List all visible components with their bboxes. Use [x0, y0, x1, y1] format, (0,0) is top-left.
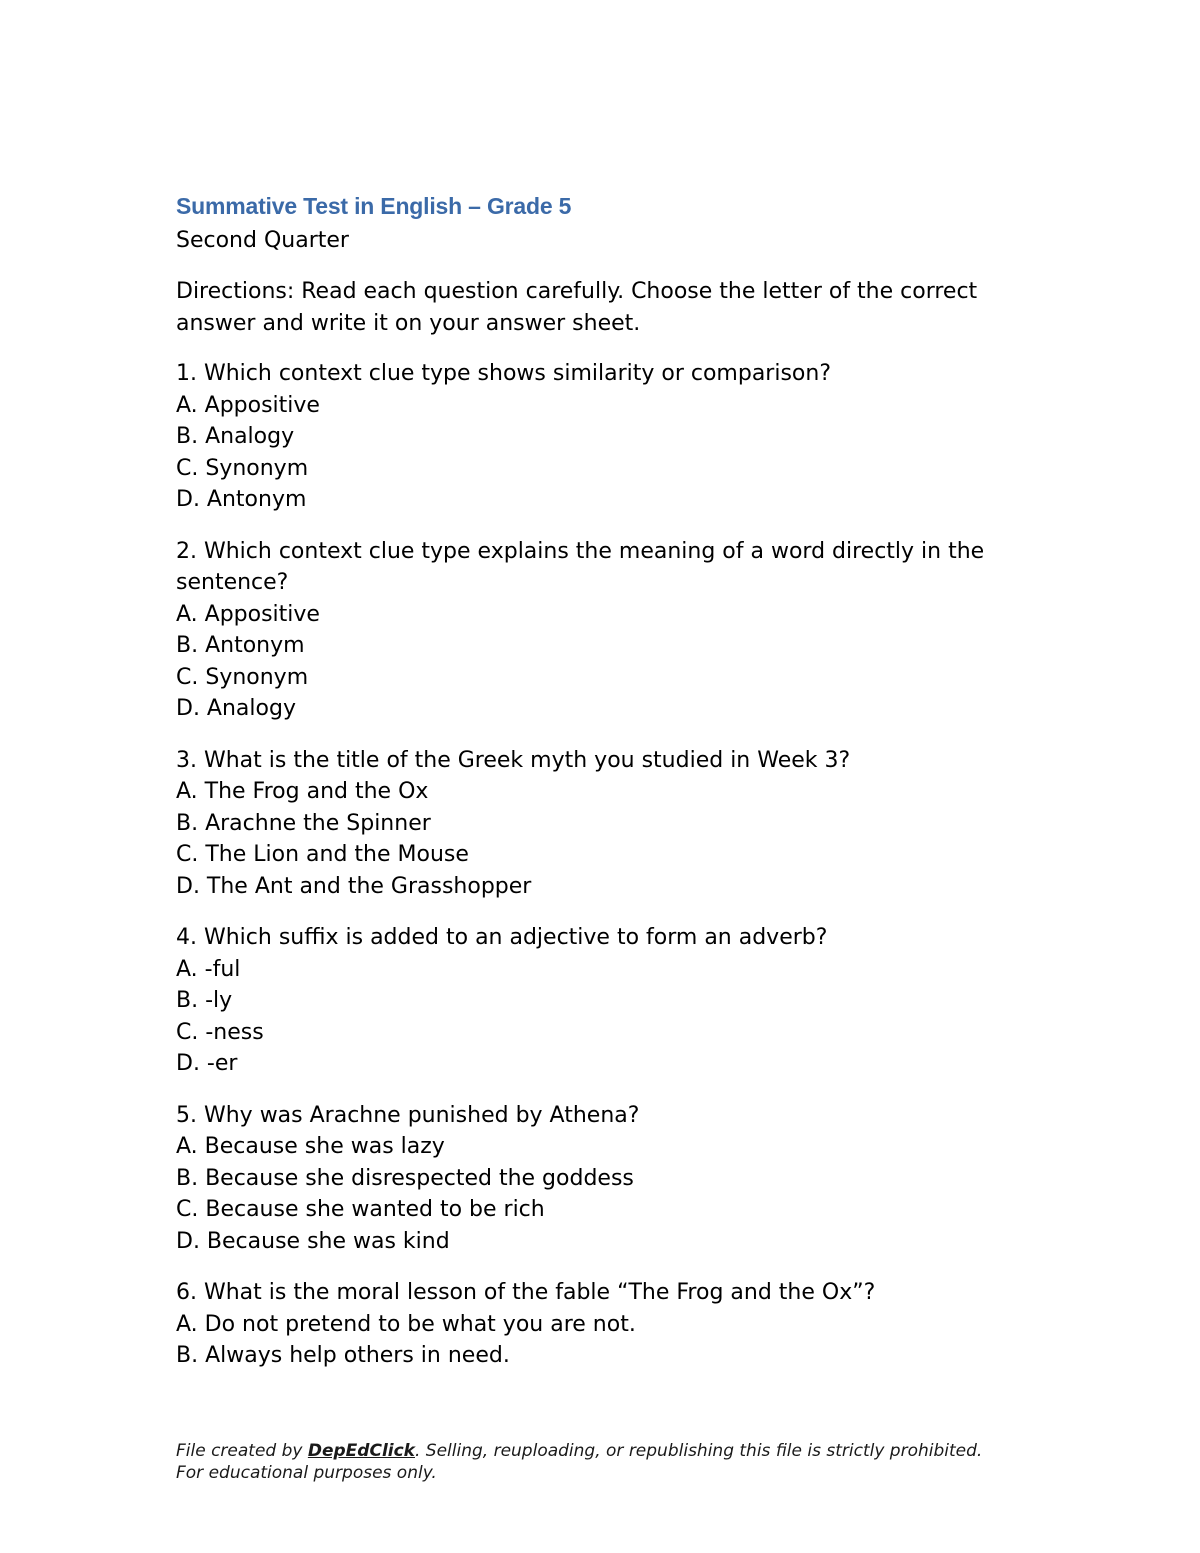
option-c: C. Synonym: [176, 664, 309, 690]
page-title: Summative Test in English – Grade 5: [176, 193, 572, 219]
footer-line-1: [176, 1440, 1076, 1462]
question-text: 4. Which suffix is added to an adjective to form an adverb?: [176, 925, 828, 950]
question-text: 3. What is the title of the Greek myth you studied in Week 3?: [176, 747, 851, 773]
question-item: [176, 536, 1046, 725]
question-item: [176, 745, 1046, 903]
option-list: [176, 1309, 1046, 1372]
option-d: D. Antonym: [176, 487, 307, 512]
option-list: [176, 776, 1046, 902]
option-c: C. Synonym: [176, 455, 309, 481]
question-item: [176, 358, 1046, 516]
question-text: 6. What is the moral lesson of the fable “The Frog and the Ox”?: [176, 1280, 876, 1305]
question-text: 5. Why was Arachne punished by Athena?: [176, 1102, 640, 1128]
option-b: B. Antonym: [176, 633, 305, 658]
option-c: C. -ness: [176, 1019, 264, 1045]
directions-text: Directions: Read each question carefully. Choose the letter of the correct answer and write it on your answer sheet.: [176, 279, 978, 336]
option-b: B. Always help others in need.: [176, 1343, 510, 1368]
question-item: [176, 922, 1046, 1080]
option-list: [176, 390, 1046, 516]
question-item: [176, 1100, 1046, 1258]
option-b: B. -ly: [176, 988, 233, 1013]
question-text: 1. Which context clue type shows similarity or comparison?: [176, 361, 832, 386]
option-d: D. Analogy: [176, 696, 296, 721]
option-b: B. Arachne the Spinner: [176, 810, 431, 836]
option-a: A. Do not pretend to be what you are not.: [176, 1311, 636, 1337]
depedclick-link[interactable]: DepEdClick: [307, 1441, 415, 1461]
option-a: A. The Frog and the Ox: [176, 779, 429, 804]
option-a: A. Appositive: [176, 601, 320, 627]
option-c: C. Because she wanted to be rich: [176, 1197, 545, 1222]
option-d: D. Because she was kind: [176, 1228, 450, 1254]
option-c: C. The Lion and the Mouse: [176, 842, 469, 867]
option-a: A. Appositive: [176, 392, 320, 418]
option-list: [176, 954, 1046, 1080]
option-a: A. Because she was lazy: [176, 1134, 445, 1159]
footer-notice: [176, 1440, 1076, 1484]
option-d: D. The Ant and the Grasshopper: [176, 873, 532, 899]
option-d: D. -er: [176, 1051, 238, 1076]
option-a: A. -ful: [176, 956, 241, 982]
footer-line-2: For educational purposes only.: [176, 1463, 437, 1483]
option-list: [176, 599, 1046, 725]
question-list: [176, 358, 1046, 1392]
question-text: 2. Which context clue type explains the meaning of a word directly in the sentence?: [176, 538, 985, 595]
option-list: [176, 1131, 1046, 1257]
page-subtitle: Second Quarter: [176, 228, 349, 253]
footer-suffix: . Selling, reuploading, or republishing this file is strictly prohibited.: [414, 1441, 983, 1461]
option-b: B. Analogy: [176, 424, 295, 449]
footer-prefix: File created by: [176, 1441, 308, 1461]
option-b: B. Because she disrespected the goddess: [176, 1165, 634, 1191]
question-item: [176, 1277, 1046, 1372]
